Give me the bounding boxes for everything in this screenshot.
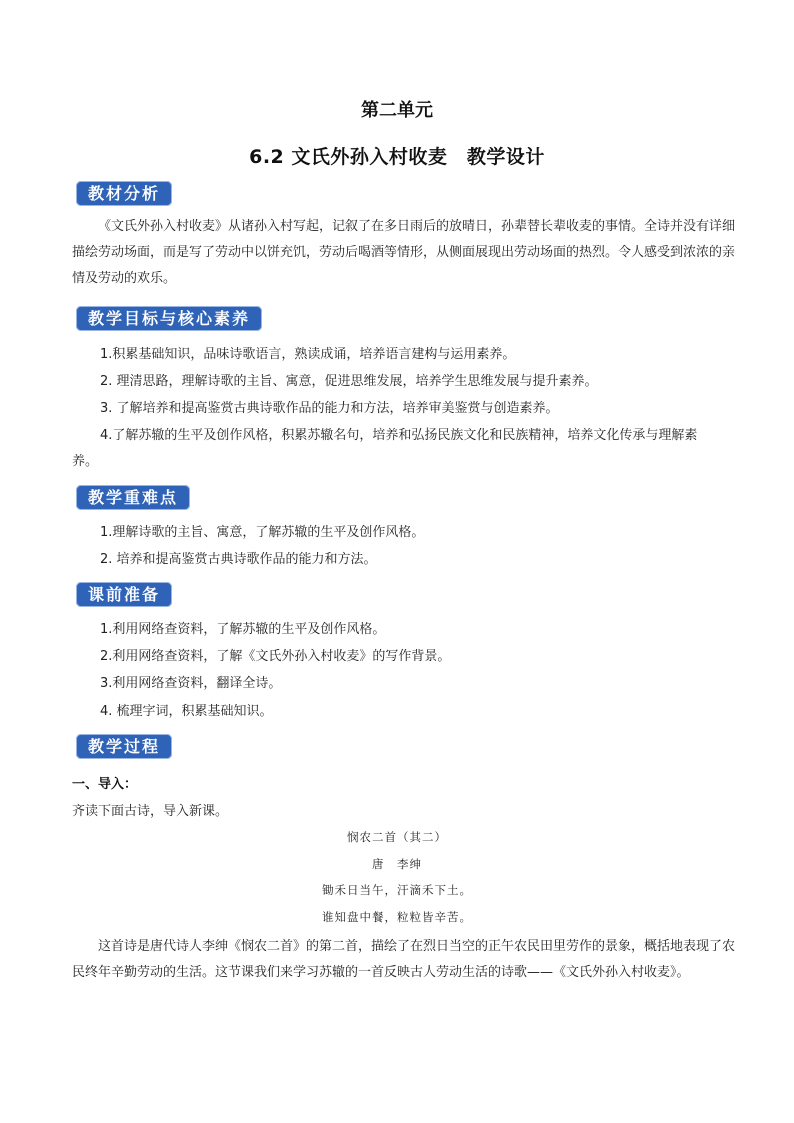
key-point-item: 2. 培养和提高鉴赏古典诗歌作品的能力和方法。 (100, 552, 377, 567)
step-instruction: 齐读下面古诗，导入新课。 (72, 804, 229, 819)
poem-title: 悯农二首（其二） (347, 830, 447, 844)
goal-item: 2. 理清思路，理解诗歌的主旨、寓意，促进思维发展，培养学生思维发展与提升素养。 (100, 374, 598, 389)
key-point-item: 1.理解诗歌的主旨、寓意，了解苏辙的生平及创作风格。 (100, 525, 425, 540)
goal-item: 1.积累基础知识，品味诗歌语言，熟读成诵，培养语言建构与运用素养。 (100, 347, 516, 362)
intro-paragraph: 这首诗是唐代诗人李绅《悯农二首》的第二首，描绘了在烈日当空的正午农民田里劳作的景象，概括地表现了农民终年辛勤劳动的生活。这节课我们来学习苏辙的一首反映古人劳动生活的诗歌——《文氏外孙入村收麦》。 (72, 939, 736, 980)
poem-line: 锄禾日当午，汗滴禾下土。 (322, 883, 472, 897)
goal-item: 3. 了解培养和提高鉴赏古典诗歌作品的能力和方法，培养审美鉴赏与创造素养。 (100, 401, 559, 416)
poem-author: 唐 李绅 (372, 857, 422, 871)
analysis-paragraph: 《文氏外孙入村收麦》从诸孙入村写起，记叙了在多日雨后的放晴日，孙辈替长辈收麦的事情。全诗并没有详细描绘劳动场面，而是写了劳动中以饼充饥，劳动后喝酒等情形，从侧面展现出劳动场面的热烈。令人感受到浓浓的亲情及劳动的欢乐。 (72, 219, 736, 286)
preparation-item: 3.利用网络查资料，翻译全诗。 (100, 676, 282, 691)
section-badge-preparation: 课前准备 (76, 582, 172, 607)
preparation-item: 2.利用网络查资料，了解《文氏外孙入村收麦》的写作背景。 (100, 649, 451, 664)
section-badge-analysis: 教材分析 (76, 181, 172, 206)
preparation-item: 1.利用网络查资料，了解苏辙的生平及创作风格。 (100, 622, 386, 637)
section-badge-goals: 教学目标与核心素养 (76, 306, 262, 331)
preparation-item: 4. 梳理字词，积累基础知识。 (100, 704, 273, 719)
step-heading-intro: 一、导入： (72, 777, 138, 792)
section-badge-key-points: 教学重难点 (76, 485, 190, 510)
poem-line: 谁知盘中餐，粒粒皆辛苦。 (322, 910, 472, 924)
goal-item: 4.了解苏辙的生平及创作风格，积累苏辙名句，培养和弘扬民族文化和民族精神，培养文化传承与理解素养。 (72, 428, 698, 469)
unit-title: 第二单元 (361, 100, 433, 121)
document-title: 6.2 文氏外孙入村收麦 教学设计 (249, 146, 545, 168)
section-badge-process: 教学过程 (76, 734, 172, 759)
